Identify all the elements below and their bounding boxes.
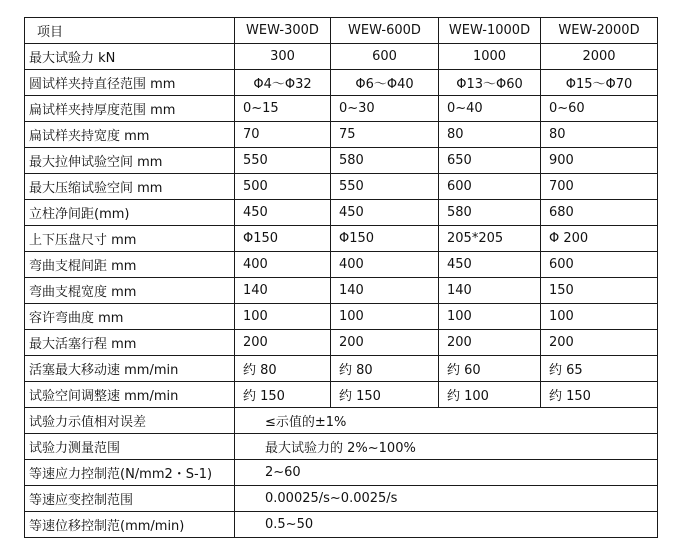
row-value: 900 xyxy=(541,148,658,174)
row-value: 650 xyxy=(439,148,541,174)
row-value: 0~40 xyxy=(439,96,541,122)
row-value: 100 xyxy=(235,304,331,330)
row-label: 最大活塞行程 mm xyxy=(25,330,235,356)
table-row xyxy=(25,122,658,148)
row-value: 600 xyxy=(439,174,541,200)
table-row xyxy=(25,382,658,408)
row-value: 约 150 xyxy=(331,382,439,408)
row-value: 100 xyxy=(331,304,439,330)
row-value: Φ150 xyxy=(235,226,331,252)
row-value: Φ4～Φ32 xyxy=(235,70,331,96)
spec-table xyxy=(24,17,658,538)
row-value: 100 xyxy=(439,304,541,330)
row-value: 0~15 xyxy=(235,96,331,122)
row-value-span: ≤示值的±1% xyxy=(235,408,658,434)
row-value: 140 xyxy=(439,278,541,304)
table-row xyxy=(25,252,658,278)
row-value: 约 80 xyxy=(331,356,439,382)
row-value: Φ6～Φ40 xyxy=(331,70,439,96)
row-value: 约 80 xyxy=(235,356,331,382)
row-label: 容许弯曲度 mm xyxy=(25,304,235,330)
header-model: WEW-2000D xyxy=(541,18,658,44)
row-label: 扁试样夹持宽度 mm xyxy=(25,122,235,148)
spec-table-body xyxy=(25,18,658,538)
row-value: Φ13～Φ60 xyxy=(439,70,541,96)
row-label: 弯曲支棍间距 mm xyxy=(25,252,235,278)
row-label: 等速应变控制范围 xyxy=(25,486,235,512)
row-value: 450 xyxy=(331,200,439,226)
row-value: 75 xyxy=(331,122,439,148)
table-row xyxy=(25,44,658,70)
row-value: 500 xyxy=(235,174,331,200)
row-value: 2000 xyxy=(541,44,658,70)
row-value: 80 xyxy=(439,122,541,148)
row-label: 等速位移控制范(mm/min) xyxy=(25,512,235,538)
row-value: 200 xyxy=(439,330,541,356)
row-value: 550 xyxy=(235,148,331,174)
row-value: 600 xyxy=(541,252,658,278)
row-label: 弯曲支棍宽度 mm xyxy=(25,278,235,304)
table-row xyxy=(25,330,658,356)
row-value: 450 xyxy=(439,252,541,278)
row-label: 试验力示值相对误差 xyxy=(25,408,235,434)
header-model: WEW-1000D xyxy=(439,18,541,44)
row-label: 试验力测量范围 xyxy=(25,434,235,460)
row-value: 400 xyxy=(235,252,331,278)
table-row-span xyxy=(25,408,658,434)
table-row xyxy=(25,70,658,96)
table-row xyxy=(25,96,658,122)
row-value: 600 xyxy=(331,44,439,70)
row-value: 450 xyxy=(235,200,331,226)
row-value: 1000 xyxy=(439,44,541,70)
row-value: 200 xyxy=(541,330,658,356)
row-value: 0~60 xyxy=(541,96,658,122)
row-label: 最大试验力 kN xyxy=(25,44,235,70)
row-value: 70 xyxy=(235,122,331,148)
row-value: 205*205 xyxy=(439,226,541,252)
row-value: 约 65 xyxy=(541,356,658,382)
row-label: 扁试样夹持厚度范围 mm xyxy=(25,96,235,122)
row-label: 立柱净间距(mm) xyxy=(25,200,235,226)
table-row xyxy=(25,200,658,226)
table-row-span xyxy=(25,512,658,538)
header-model: WEW-600D xyxy=(331,18,439,44)
row-value: 140 xyxy=(331,278,439,304)
row-value-span: 2~60 xyxy=(235,460,658,486)
row-value: 700 xyxy=(541,174,658,200)
header-row xyxy=(25,18,658,44)
table-row-span xyxy=(25,434,658,460)
row-value: 0~30 xyxy=(331,96,439,122)
table-row xyxy=(25,226,658,252)
row-value: 100 xyxy=(541,304,658,330)
table-row-span xyxy=(25,486,658,512)
row-value: 580 xyxy=(331,148,439,174)
table-row xyxy=(25,174,658,200)
table-row xyxy=(25,356,658,382)
row-value: 580 xyxy=(439,200,541,226)
table-row xyxy=(25,148,658,174)
row-value: 150 xyxy=(541,278,658,304)
row-value: Φ15～Φ70 xyxy=(541,70,658,96)
row-value: 200 xyxy=(331,330,439,356)
row-label: 上下压盘尺寸 mm xyxy=(25,226,235,252)
table-row xyxy=(25,304,658,330)
header-item: 项目 xyxy=(25,18,235,44)
row-value: 200 xyxy=(235,330,331,356)
row-value: 约 60 xyxy=(439,356,541,382)
row-label: 试验空间调整速 mm/min xyxy=(25,382,235,408)
row-value-span: 0.00025/s~0.0025/s xyxy=(235,486,658,512)
row-value: 约 150 xyxy=(235,382,331,408)
row-value: Φ150 xyxy=(331,226,439,252)
row-value: 80 xyxy=(541,122,658,148)
row-value: 550 xyxy=(331,174,439,200)
row-value-span: 0.5~50 xyxy=(235,512,658,538)
row-value: Φ 200 xyxy=(541,226,658,252)
row-value-span: 最大试验力的 2%~100% xyxy=(235,434,658,460)
row-value: 140 xyxy=(235,278,331,304)
row-value: 300 xyxy=(235,44,331,70)
row-label: 圆试样夹持直径范围 mm xyxy=(25,70,235,96)
table-row-span xyxy=(25,460,658,486)
row-label: 活塞最大移动速 mm/min xyxy=(25,356,235,382)
row-label: 等速应力控制范(N/mm2・S-1) xyxy=(25,460,235,486)
table-row xyxy=(25,278,658,304)
row-value: 约 100 xyxy=(439,382,541,408)
row-label: 最大拉伸试验空间 mm xyxy=(25,148,235,174)
row-label: 最大压缩试验空间 mm xyxy=(25,174,235,200)
row-value: 400 xyxy=(331,252,439,278)
row-value: 约 150 xyxy=(541,382,658,408)
header-model: WEW-300D xyxy=(235,18,331,44)
row-value: 680 xyxy=(541,200,658,226)
